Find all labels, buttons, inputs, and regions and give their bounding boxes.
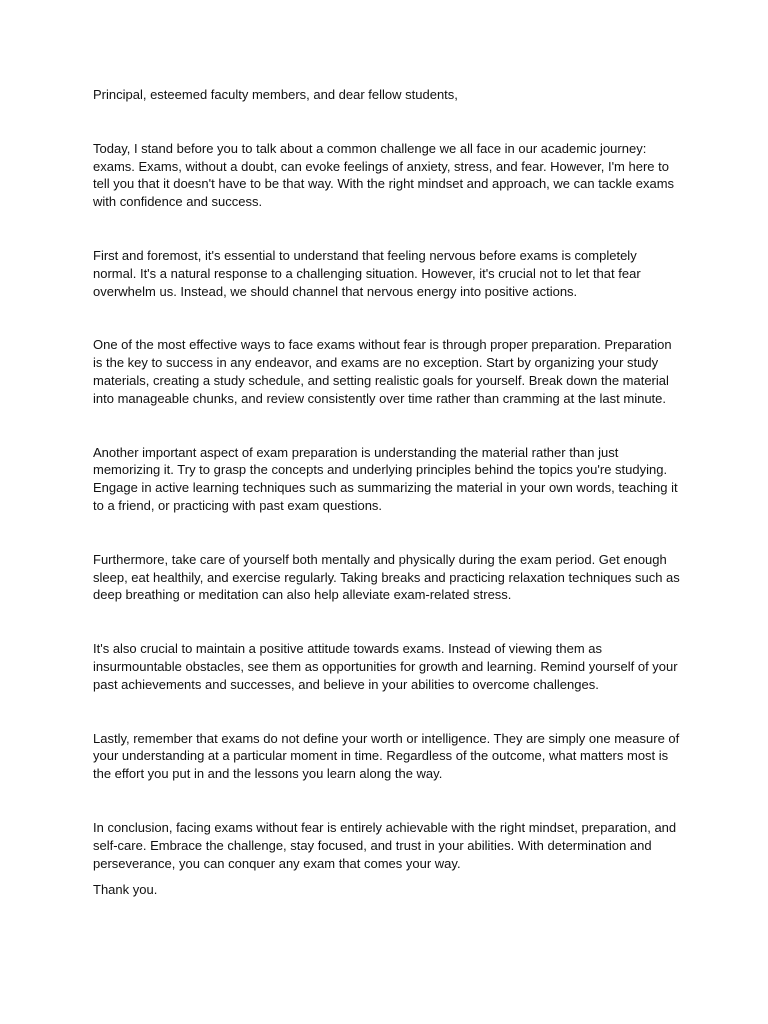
paragraph-nervousness: First and foremost, it's essential to understand that feeling nervous before exams is completely normal. It's a natural response to a challenging situation. However, it's crucial not to let that fear overwhelm us. Instead, we should channel that nervous energy into positive actions.	[93, 247, 641, 299]
paragraph-preparation: One of the most effective ways to face exams without fear is through proper preparation. Preparation is the key to success in any endeavor, and exams are no exception. Start by organizing your study materials, creating a study schedule, and setting realistic goals for yourself. Break down the material into manageable chunks, and review consistently over time rather than cramming at the last minute.	[93, 337, 672, 406]
closing: Thank you.	[93, 882, 158, 898]
paragraph-self-care: Furthermore, take care of yourself both mentally and physically during the exam period. Get enough sleep, eat healthily, and exercise regularly. Taking breaks and practicing relaxation techniques such as deep breathing or meditation can also help alleviate exam-related stress.	[93, 551, 680, 603]
paragraph-introduction: Today, I stand before you to talk about a common challenge we all face in our academic journey: exams. Exams, without a doubt, can evoke feelings of anxiety, stress, and fear. However, I'm here to tell you that it doesn't have to be that way. With the right mindset and approach, we can tackle exams with confidence and success.	[93, 140, 675, 210]
salutation: Principal, esteemed faculty members, and dear fellow students,	[93, 87, 458, 102]
paragraph-conclusion: In conclusion, facing exams without fear is entirely achievable with the right mindset, preparation, and self-care. Embrace the challenge, stay focused, and trust in your abilities. With determination and perseverance, you can conquer any exam that comes your way.	[93, 819, 677, 871]
paragraph-understanding: Another important aspect of exam preparation is understanding the material rather than just memorizing it. Try to grasp the concepts and underlying principles behind the topics you're studying. Engage in active learning techniques such as summarizing the material in your own words, teaching it to a friend, or practicing with past exam questions.	[93, 444, 678, 513]
paragraph-worth: Lastly, remember that exams do not define your worth or intelligence. They are simply one measure of your understanding at a particular moment in time. Regardless of the outcome, what matters most is the effort you put in and the lessons you learn along the way.	[93, 730, 680, 782]
speech-text	[93, 86, 683, 899]
paragraph-positive-attitude: It's also crucial to maintain a positive attitude towards exams. Instead of viewing them as insurmountable obstacles, see them as opportunities for growth and learning. Remind yourself of your past achievements and successes, and believe in your abilities to overcome challenges.	[93, 641, 678, 692]
